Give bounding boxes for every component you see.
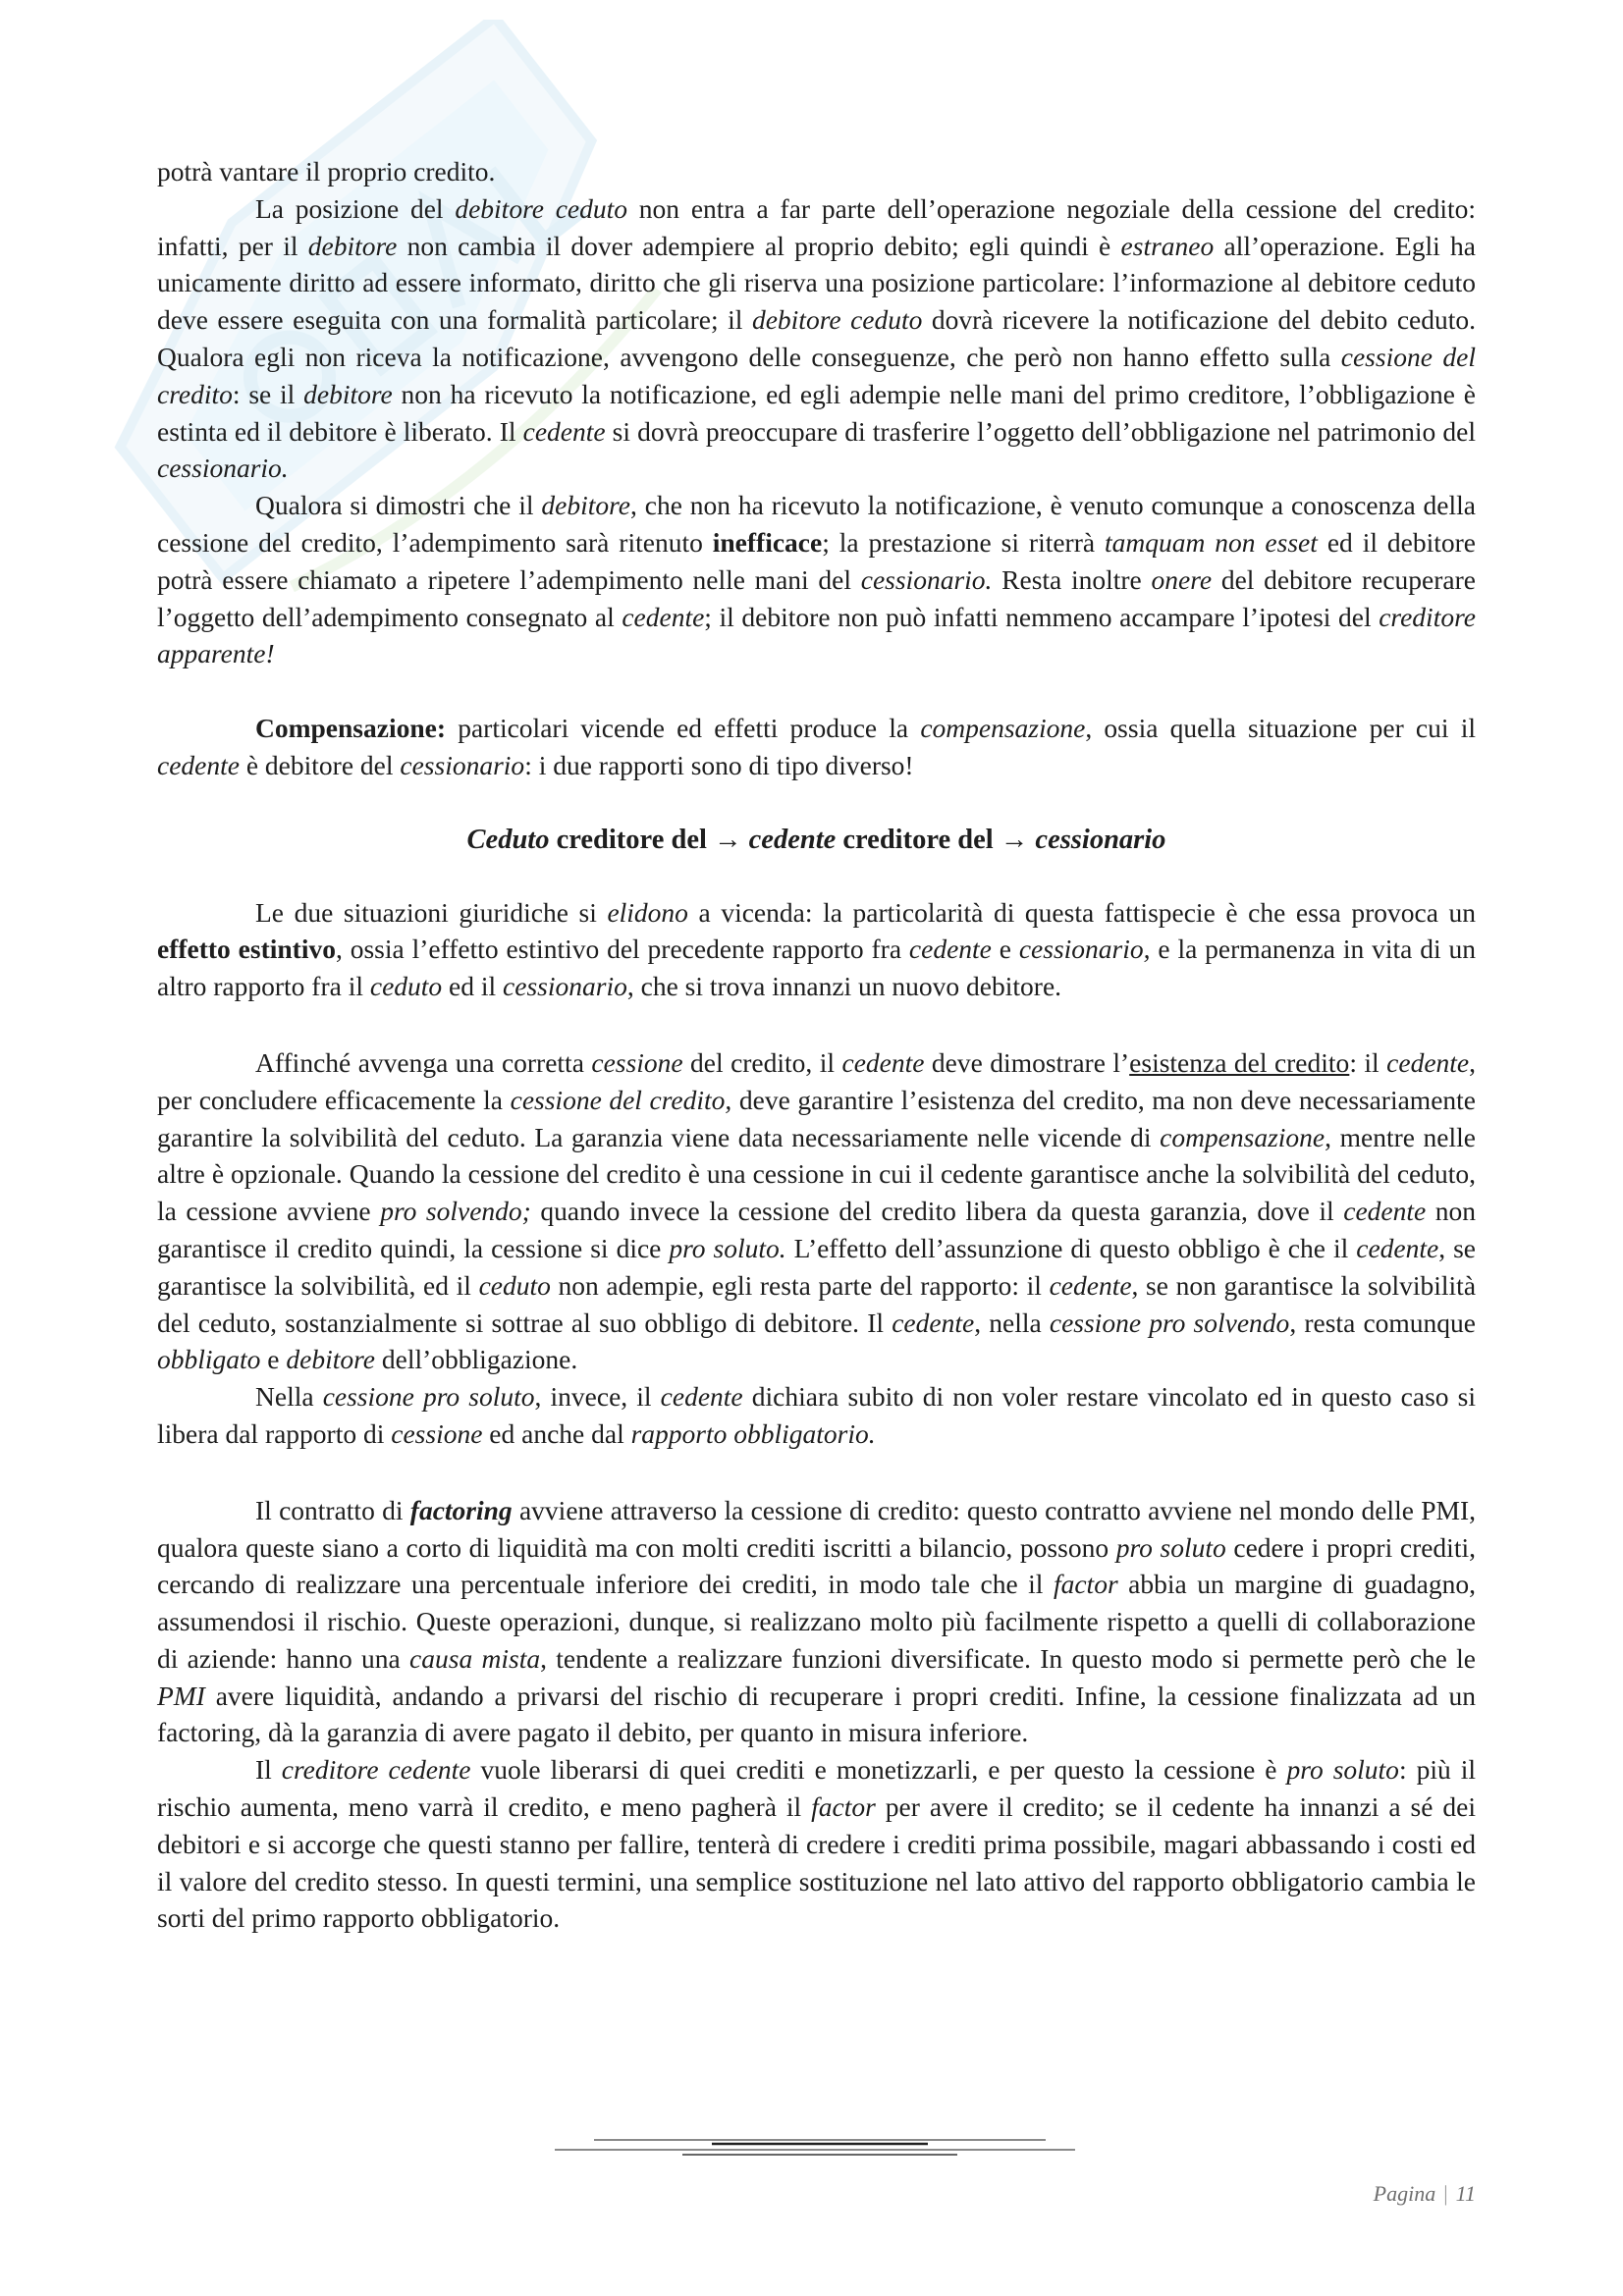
text-run: Il contratto di <box>255 1494 410 1525</box>
text-run: dovrà ricevere la notificazione del debito ceduto. Qualora egli non riceva la notificazione, avvengono delle conseguenze, che però non hanno effetto sulla <box>157 304 1476 372</box>
text-run: esistenza del credito <box>1129 1046 1350 1078</box>
text-run: factor <box>1053 1569 1118 1600</box>
text-run: Resta inoltre <box>992 563 1152 595</box>
text-run: cedente <box>1386 1046 1470 1078</box>
text-run: a vicenda: la particolarità di questa fattispecie è che essa provoca un <box>687 896 1476 928</box>
paragraph <box>157 1492 1476 1752</box>
text-run: all’operazione. Egli ha unicamente diritto ad essere informato, diritto che gli riserva una posizione particolare: l’informazione al debitore ceduto deve essere eseguita con una formalità particolare; il <box>157 230 1476 336</box>
paragraph <box>157 710 1476 784</box>
paragraph <box>157 894 1476 1005</box>
text-run: ed il <box>442 971 504 1002</box>
text-run: dell’obbligazione. <box>375 1344 578 1375</box>
text-run: non garantisce il credito quindi, la cessione si dice <box>157 1196 1477 1263</box>
text-run: cedente <box>748 824 837 855</box>
text-run: cedente <box>1049 1269 1132 1301</box>
text-run: , che si trova innanzi un nuovo debitore. <box>626 971 1062 1002</box>
centered-heading <box>157 822 1476 859</box>
text-run: avere liquidità, andando a privarsi del rischio di recuperare i propri crediti. Infine, la cessione finalizzata ad un factoring, dà la garanzia di avere pagato il debito, per quanto in misura inferiore. <box>157 1680 1476 1748</box>
text-run: Il <box>255 1754 282 1786</box>
text-run: e la permanenza in vita di un altro rapporto fra il <box>157 934 1476 1002</box>
text-run: cessione <box>591 1046 683 1078</box>
text-run: per avere il credito; se il cedente ha innanzi a sé dei debitori e si accorge che questi stanno per fallire, tenterà di credere i crediti prima possibile, magari abbassando i costi ed il valore del credito stesso. In questi termini, una semplice sostituzione nel lato attivo del rapporto obbligatorio cambia le sorti del primo rapporto obbligatorio. <box>157 1791 1477 1934</box>
text-run: cedente <box>841 1046 925 1078</box>
text-run: La posizione del <box>255 192 456 224</box>
text-run: ed anche dal <box>482 1417 631 1449</box>
text-run: rapporto obbligatorio. <box>630 1417 876 1449</box>
text-run: cedente <box>622 601 705 632</box>
text-run: , resta comunque <box>1289 1307 1476 1338</box>
text-run: abbia un margine di guadagno, assumendosi il rischio. Queste operazioni, dunque, si realizzano molto più facilmente rispetto a quelli di collaborazione di aziende: hanno una <box>157 1569 1476 1674</box>
text-run: si dovrà preoccupare di trasferire l’oggetto dell’obbligazione nel patrimonio del <box>605 415 1476 447</box>
text-run: debitore <box>541 490 630 521</box>
text-run: cessionario. <box>157 453 289 484</box>
text-run: potrà vantare il proprio credito. <box>157 156 496 187</box>
text-run: particolari vicende ed effetti produce la <box>446 713 921 744</box>
text-run: pro soluto <box>1286 1754 1399 1786</box>
text-run: ; il debitore non può infatti nemmeno accampare l’ipotesi del <box>704 601 1380 632</box>
text-run: , ossia quella situazione per cui il <box>1085 713 1476 744</box>
paragraph <box>157 1378 1476 1453</box>
footer-rule <box>555 2136 1075 2165</box>
text-run: obbligato <box>157 1344 261 1375</box>
text-run: cedente <box>522 415 606 447</box>
text-run: : il <box>1349 1046 1387 1078</box>
text-run: Le due situazioni giuridiche si <box>255 896 608 928</box>
text-run: Compensazione: <box>255 713 447 744</box>
text-run: ; la prestazione si riterrà <box>822 526 1105 558</box>
text-run: deve dimostrare l’ <box>924 1046 1130 1078</box>
text-run: factoring <box>409 1494 513 1525</box>
footer-separator: | <box>1443 2181 1448 2206</box>
text-run: causa mista <box>409 1642 541 1674</box>
text-run: dichiara subito di non voler restare vincolato ed in questo caso si libera dal rapporto di <box>157 1381 1476 1449</box>
text-run: e <box>260 1344 287 1375</box>
text-run: elidono <box>607 896 688 928</box>
text-run: cessione <box>391 1417 483 1449</box>
text-run: non adempie, egli resta parte del rapporto: il <box>550 1269 1050 1301</box>
text-run: è debitore del <box>239 749 401 780</box>
text-run: , mentre nelle altre è opzionale. Quando la cessione del credito è una cessione in cui il cedente garantisce anche la solvibilità del ceduto, la cessione avviene <box>157 1121 1477 1227</box>
text-run: Affinché avvenga una corretta <box>255 1046 592 1078</box>
text-run: avviene attraverso la cessione di credito: questo contratto avviene nel mondo delle PMI, qualora queste siano a corto di liquidità ma con molti crediti iscritti a bilancio, possono <box>157 1494 1476 1563</box>
text-run: cessione pro soluto <box>322 1381 535 1413</box>
document-body <box>157 153 1476 1937</box>
text-run: cedente <box>892 1307 975 1338</box>
text-run: onere <box>1151 563 1213 595</box>
text-run: , per concludere efficacemente la <box>157 1046 1477 1115</box>
footer-label: Pagina <box>1373 2181 1436 2206</box>
text-run: ceduto <box>478 1269 551 1301</box>
text-run: , ossia l’effetto estintivo del precedente rapporto fra <box>335 934 909 965</box>
text-run: , nella <box>974 1307 1050 1338</box>
text-run: non entra a far parte dell’operazione negoziale della cessione del credito: infatti, per il <box>157 192 1476 261</box>
text-run: del credito, il <box>682 1046 842 1078</box>
text-run: non ha ricevuto la notificazione, ed egli adempie nelle mani del primo creditore, l’obbligazione è estinta ed il debitore è liberato. Il <box>157 378 1476 447</box>
text-run: cessionario. <box>860 563 993 595</box>
text-run: estraneo <box>1120 230 1215 261</box>
text-run: Ceduto <box>466 824 550 855</box>
text-run: , tendente a realizzare funzioni diversificate. In questo modo si permette però che le <box>540 1642 1477 1674</box>
text-run: pro solvendo; <box>380 1196 531 1227</box>
text-run: creditore cedente <box>281 1754 471 1786</box>
text-run: cessione del credito <box>157 341 1476 409</box>
text-run: compensazione <box>920 713 1086 744</box>
text-run: PMI <box>157 1680 205 1711</box>
text-run: cedente <box>908 934 992 965</box>
text-run: del debitore recuperare l’oggetto dell’adempimento consegnato al <box>157 563 1476 632</box>
text-run: creditore del → <box>549 824 749 855</box>
text-run: compensazione <box>1160 1121 1325 1152</box>
text-run: cessionario <box>1035 824 1166 855</box>
text-run: debitore ceduto <box>751 304 923 336</box>
text-run: ed il debitore potrà essere chiamato a ripetere l’adempimento nelle mani del <box>157 526 1476 595</box>
text-run: effetto estintivo <box>157 934 336 965</box>
paragraph <box>157 153 1476 190</box>
text-run: Nella <box>255 1381 323 1413</box>
text-run: debitore <box>303 378 393 409</box>
paragraph <box>157 1044 1476 1378</box>
text-run: cessionario <box>503 971 627 1002</box>
text-run: cedente <box>660 1381 743 1413</box>
text-run: cessione del credito, <box>510 1084 732 1115</box>
text-run: creditore apparente! <box>157 601 1476 669</box>
text-run: cessione pro solvendo <box>1049 1307 1290 1338</box>
text-run: debitore <box>286 1344 376 1375</box>
text-run: tamquam non esset <box>1105 526 1318 558</box>
text-run: , invece, il <box>534 1381 661 1413</box>
text-run: debitore ceduto <box>455 192 628 224</box>
text-run: inefficace <box>712 526 823 558</box>
text-run: cedente <box>157 749 240 780</box>
text-run: pro soluto. <box>669 1232 786 1263</box>
page-number: 11 <box>1455 2181 1476 2206</box>
text-run: : se il <box>232 378 304 409</box>
text-run: creditore del → <box>836 824 1036 855</box>
paragraph <box>157 487 1476 672</box>
text-run: pro soluto <box>1115 1531 1226 1563</box>
text-run: deve garantire l’esistenza del credito, ma non deve necessariamente garantire la solvibilità del ceduto. La garanzia viene data necessariamente nelle vicende di <box>157 1084 1476 1152</box>
text-run: , se garantisce la solvibilità, ed il <box>157 1232 1476 1301</box>
text-run: quando invece la cessione del credito libera da questa garanzia, dove il <box>530 1196 1344 1227</box>
text-run: L’effetto dell’assunzione di questo obbligo è che il <box>785 1232 1357 1263</box>
page-footer <box>1374 2181 1476 2207</box>
paragraph <box>157 1751 1476 1937</box>
text-run: : più il rischio aumenta, meno varrà il credito, e meno pagherà il <box>157 1754 1476 1823</box>
text-run: vuole liberarsi di quei crediti e monetizzarli, e per questo la cessione è <box>470 1754 1287 1786</box>
text-run: e <box>991 934 1019 965</box>
text-run: factor <box>811 1791 876 1823</box>
text-run: ceduto <box>369 971 443 1002</box>
text-run: non cambia il dover adempiere al proprio debito; egli quindi è <box>397 230 1121 261</box>
paragraph <box>157 190 1476 487</box>
text-run: Qualora si dimostri che il <box>255 490 542 521</box>
text-run: : i due rapporti sono di tipo diverso! <box>524 749 914 780</box>
text-run: cedere i propri crediti, cercando di realizzare una percentuale inferiore dei crediti, in modo tale che il <box>157 1531 1476 1600</box>
text-run: cessionario <box>400 749 525 780</box>
text-run: cedente <box>1356 1232 1439 1263</box>
text-run: cedente <box>1343 1196 1427 1227</box>
text-run: debitore <box>307 230 398 261</box>
text-run: , se non garantisce la solvibilità del ceduto, sostanzialmente si sottrae al suo obbligo di debitore. Il <box>157 1269 1477 1338</box>
text-run: , che non ha ricevuto la notificazione, è venuto comunque a conoscenza della cessione del credito, l’adempimento sarà ritenuto <box>157 490 1477 558</box>
text-run: cessionario, <box>1018 934 1151 965</box>
